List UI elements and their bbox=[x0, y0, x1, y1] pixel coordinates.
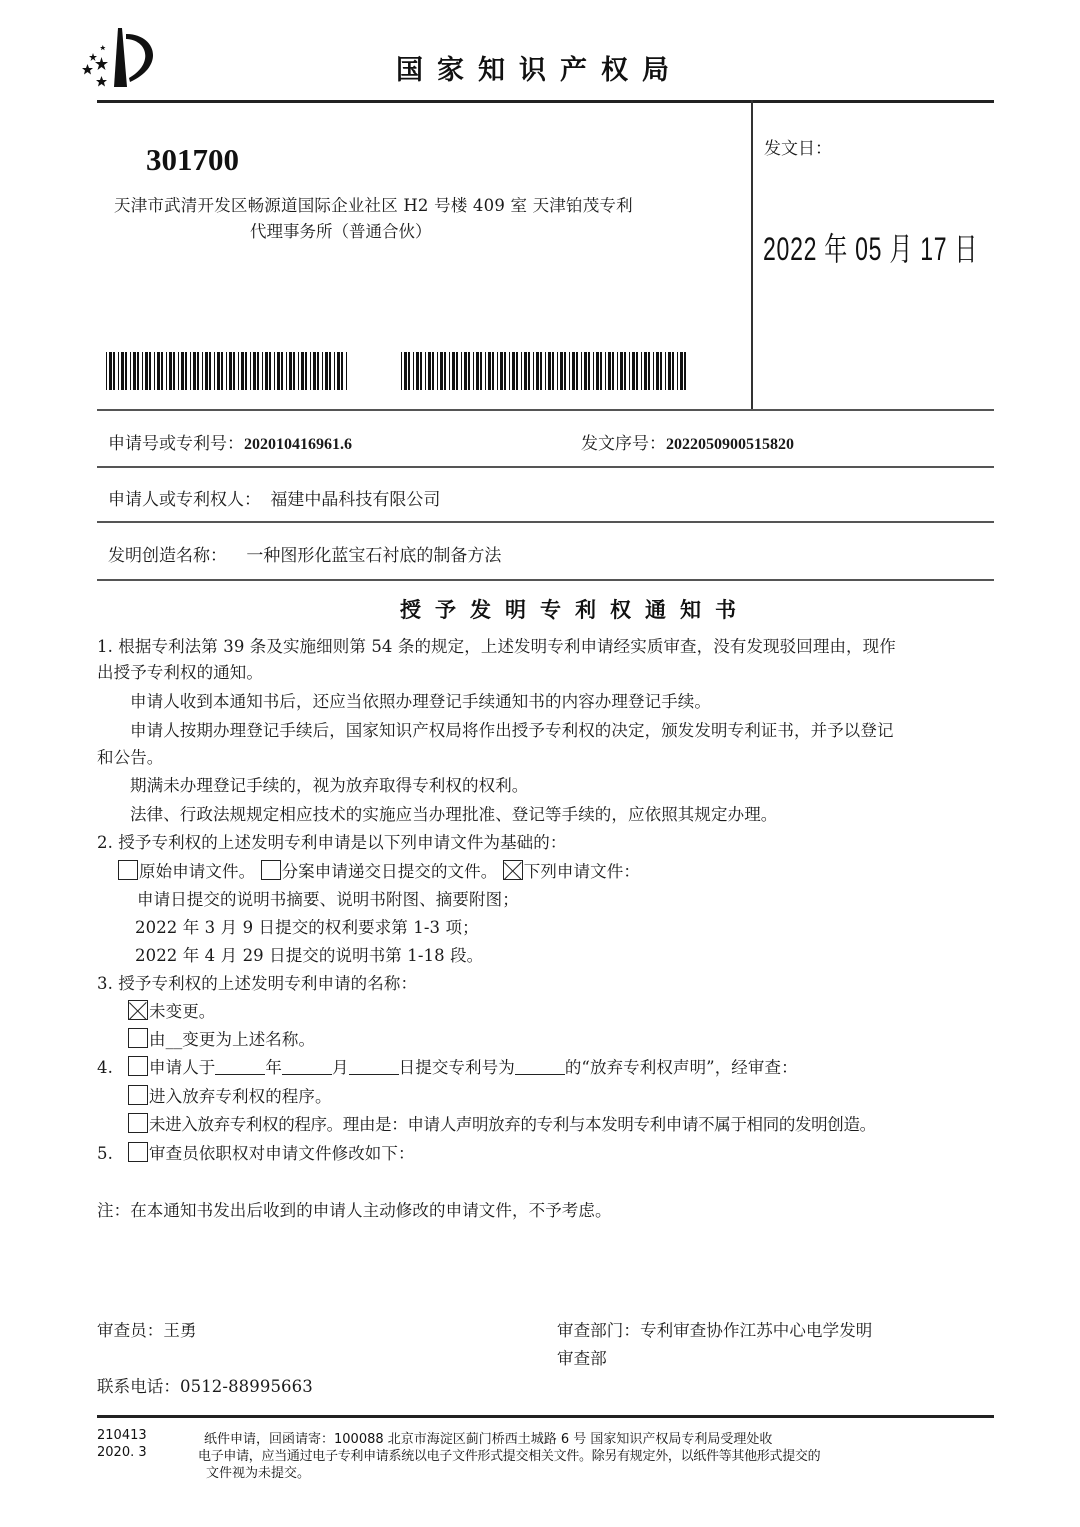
section4-text: 的“放弃专利权声明”，经审查： bbox=[564, 1058, 798, 1077]
checkbox-examiner-amendment[interactable] bbox=[128, 1142, 148, 1162]
section4-option-not-enter bbox=[128, 1111, 876, 1135]
section2-file-item: 2022 年 4 月 29 日提交的说明书第 1-18 段。 bbox=[135, 946, 484, 965]
invention-title-label: 发明创造名称： bbox=[108, 546, 227, 566]
option-not-enter-waiver-label: 未进入放弃专利权的程序。理由是：申请人声明放弃的专利与本发明专利申请不属于相同的发明创造。 bbox=[149, 1115, 876, 1134]
checkbox-divisional-files[interactable] bbox=[261, 860, 281, 880]
checkbox-enter-waiver[interactable] bbox=[128, 1085, 148, 1105]
section4-text: 日提交专利号为 bbox=[398, 1058, 515, 1077]
applicant-value: 福建中晶科技有限公司 bbox=[270, 490, 441, 510]
section1-para4: 期满未办理登记手续的，视为放弃取得专利权的权利。 bbox=[130, 776, 529, 795]
section4-number: 4. bbox=[97, 1058, 113, 1077]
examiner-name: 审查员：王勇 bbox=[97, 1321, 197, 1340]
checkbox-not-enter-waiver[interactable] bbox=[128, 1113, 148, 1133]
divider bbox=[97, 579, 994, 581]
section1-para3-line1: 申请人按期办理登记手续后，国家知识产权局将作出授予专利权的决定，颁发发明专利证书，并予以登记 bbox=[130, 721, 894, 740]
header-divider bbox=[97, 100, 994, 103]
cnipa-logo-icon bbox=[78, 20, 168, 90]
serial-number-field bbox=[581, 429, 794, 454]
section4-option-enter bbox=[128, 1083, 332, 1107]
date-column-divider bbox=[751, 100, 753, 411]
issue-date-label: 发文日： bbox=[764, 139, 832, 159]
department-line1: 审查部门：专利审查协作江苏中心电学发明 bbox=[557, 1321, 873, 1340]
section4-text: 年 bbox=[265, 1058, 283, 1077]
applicant-field bbox=[108, 485, 440, 510]
notice-title: 授予发明专利权通知书 bbox=[400, 598, 750, 622]
section4-text: 月 bbox=[332, 1058, 349, 1077]
postcode: 301700 bbox=[146, 142, 239, 177]
option-enter-waiver-label: 进入放弃专利权的程序。 bbox=[149, 1087, 332, 1106]
footer-electronic-instructions-cont: 文件视为未提交。 bbox=[206, 1466, 311, 1481]
option-name-unchanged-label: 未变更。 bbox=[149, 1002, 216, 1021]
blank-day bbox=[349, 1059, 399, 1075]
divider bbox=[97, 409, 994, 411]
section5-number: 5. bbox=[97, 1144, 113, 1163]
invention-title-field bbox=[108, 541, 501, 566]
option-following-files-label: 下列申请文件： bbox=[523, 862, 640, 881]
recipient-address-line1: 天津市武清开发区畅源道国际企业社区 H2 号楼 409 室 天津铂茂专利 bbox=[114, 196, 633, 215]
checkbox-waiver-declaration[interactable] bbox=[128, 1056, 148, 1076]
footer-paper-instructions: 纸件申请，回函请寄：100088 北京市海淀区蓟门桥西土城路 6 号 国家知识产权局专利局受理处收 bbox=[204, 1432, 773, 1447]
footer-electronic-instructions: 电子申请，应当通过电子专利申请系统以电子文件形式提交相关文件。除另有规定外，以纸件等其他形式提交的 bbox=[198, 1449, 821, 1464]
checkbox-following-files[interactable] bbox=[503, 860, 523, 880]
section5-label: 审查员依职权对申请文件修改如下： bbox=[149, 1144, 415, 1163]
checkbox-original-files[interactable] bbox=[118, 860, 138, 880]
blank-year bbox=[215, 1059, 265, 1075]
application-number-value: 202010416961.6 bbox=[244, 436, 352, 453]
agency-name: 国家知识产权局 bbox=[396, 55, 683, 86]
section1-para5: 法律、行政法规规定相应技术的实施应当办理批准、登记等手续的，应依照其规定办理。 bbox=[130, 805, 778, 824]
serial-number-value: 2022050900515820 bbox=[666, 436, 794, 453]
checkbox-name-unchanged[interactable] bbox=[128, 1000, 148, 1020]
section3-option-unchanged bbox=[128, 998, 215, 1022]
section2-file-item: 2022 年 3 月 9 日提交的权利要求第 1-3 项； bbox=[135, 918, 479, 937]
section2-file-item: 申请日提交的说明书摘要、说明书附图、摘要附图； bbox=[137, 890, 519, 909]
section4-text: 申请人于 bbox=[149, 1058, 216, 1077]
section2-options bbox=[118, 858, 640, 882]
footer-divider bbox=[97, 1415, 994, 1418]
serial-number-label: 发文序号： bbox=[581, 434, 666, 454]
section2-heading: 2. 授予专利权的上述发明专利申请是以下列申请文件为基础的： bbox=[97, 833, 567, 852]
contact-phone: 联系电话：0512-88995663 bbox=[97, 1377, 313, 1396]
section4-line bbox=[97, 1054, 798, 1078]
section3-heading: 3. 授予专利权的上述发明专利申请的名称： bbox=[97, 974, 418, 993]
applicant-label: 申请人或专利权人： bbox=[108, 490, 261, 510]
section1-para2: 申请人收到本通知书后，还应当依照办理登记手续通知书的内容办理登记手续。 bbox=[130, 692, 711, 711]
application-number-field bbox=[108, 429, 352, 454]
blank-patent-number bbox=[515, 1059, 565, 1075]
section1-line2: 出授予专利权的通知。 bbox=[97, 663, 263, 682]
barcode-right bbox=[401, 352, 692, 390]
invention-title-value: 一种图形化蓝宝石衬底的制备方法 bbox=[246, 546, 502, 566]
form-version: 2020. 3 bbox=[97, 1445, 147, 1460]
department-line2: 审查部 bbox=[557, 1349, 607, 1368]
option-original-files-label: 原始申请文件。 bbox=[139, 862, 256, 881]
option-name-changed-label: 由__变更为上述名称。 bbox=[149, 1030, 316, 1049]
blank-month bbox=[282, 1059, 332, 1075]
option-divisional-files-label: 分案申请递交日提交的文件。 bbox=[281, 862, 498, 881]
issue-date-value: 2022 年 05 月 17 日 bbox=[763, 231, 979, 267]
checkbox-name-changed[interactable] bbox=[128, 1028, 148, 1048]
application-number-label: 申请号或专利号： bbox=[108, 434, 244, 454]
section5-line bbox=[97, 1140, 415, 1164]
section3-option-changed bbox=[128, 1026, 315, 1050]
note: 注：在本通知书发出后收到的申请人主动修改的申请文件，不予考虑。 bbox=[97, 1201, 612, 1220]
form-code: 210413 bbox=[97, 1428, 147, 1443]
divider bbox=[97, 466, 994, 468]
section1-para3-line2: 和公告。 bbox=[97, 748, 164, 767]
recipient-address-line2: 代理事务所（普通合伙） bbox=[250, 222, 432, 241]
section1-line1: 1. 根据专利法第 39 条及实施细则第 54 条的规定，上述发明专利申请经实质审查，没有发现驳回理由，现作 bbox=[97, 637, 896, 656]
divider bbox=[97, 521, 994, 523]
barcode-left bbox=[106, 352, 350, 390]
